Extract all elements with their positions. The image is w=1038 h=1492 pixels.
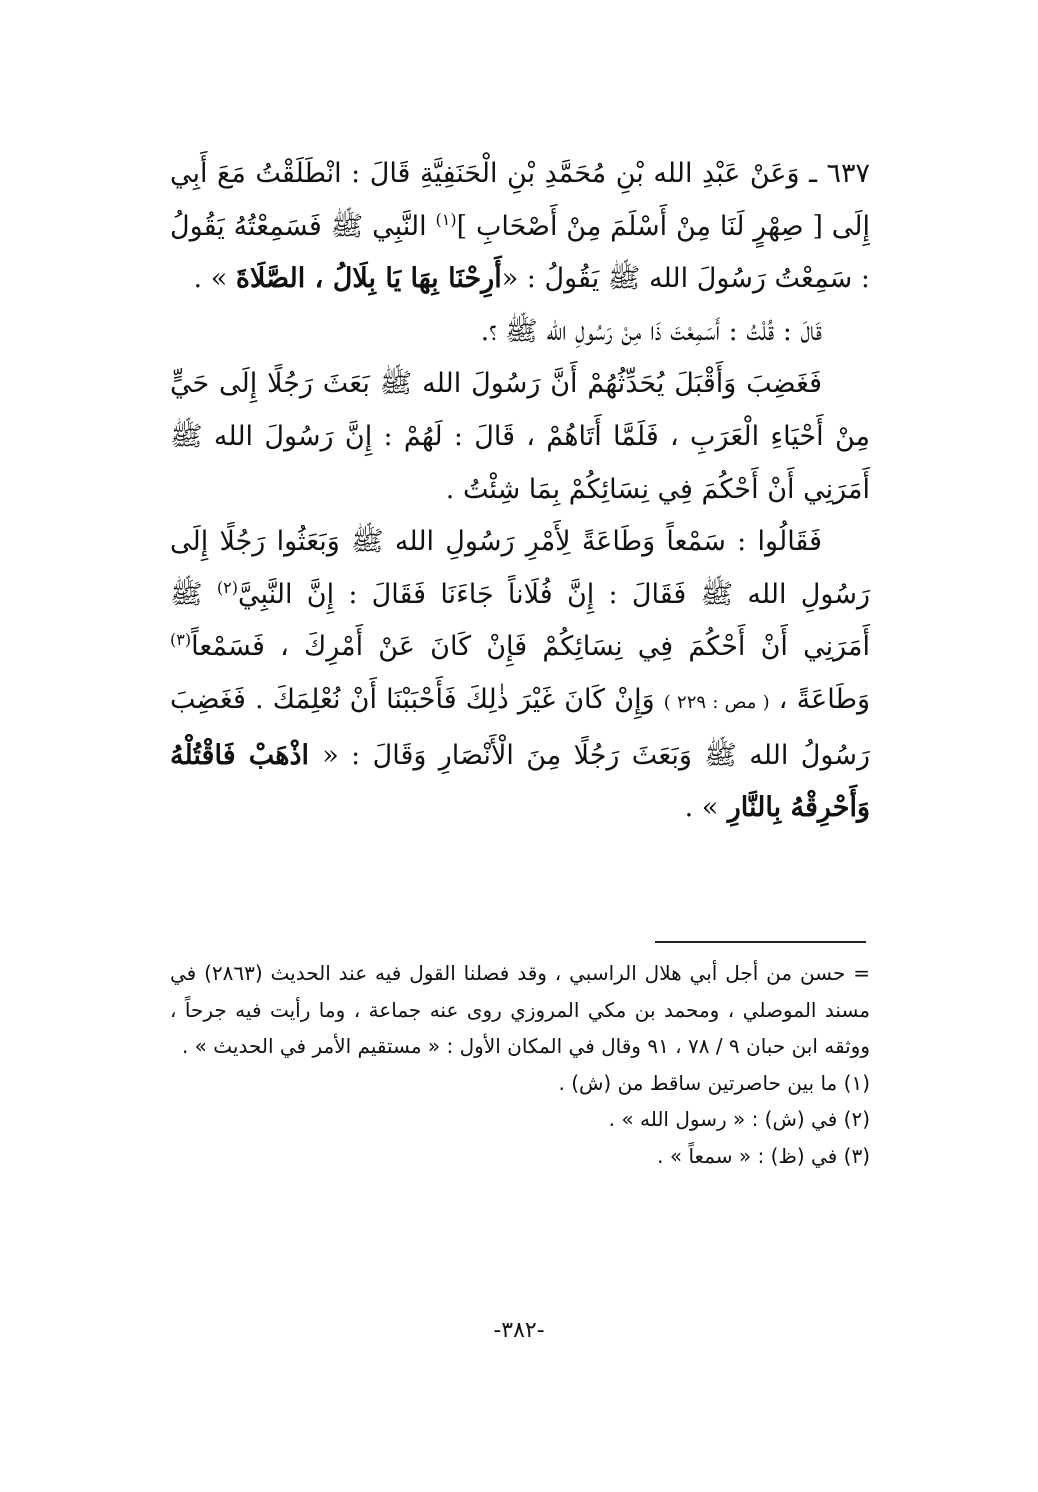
footnote-1: (١) ما بين حاصرتين ساقط من (ش) . xyxy=(558,1070,870,1095)
text-segment: فَقَالُوا : سَمْعاً وَطَاعَةً لِأَمْرِ رَسُولِ الله ﷺ وَبَعَثُوا رَجُلًا إِلَى رَسُولِ الله ﷺ فَقَالَ : إِنَّ فُلَاناً جَاءَنَا فَقَالَ : إِنَّ النَّبِيَّ xyxy=(170,526,871,610)
footnote-divider xyxy=(655,941,866,943)
hadith-paragraph-2: قَالَ : قُلْتُ : أَسَمِعْتَ ذَا مِنْ رَسُولِ الله ﷺ ؟. xyxy=(480,315,822,347)
hadith-paragraph-4 xyxy=(170,516,870,835)
text-segment: ٦٣٧ ـ وَعَنْ عَبْدِ الله بْنِ مُحَمَّدِ بْنِ الْحَنَفِيَّةِ قَالَ : انْطَلَقْتُ مَعَ أَبِي إِلَى [ صِهْرٍ لَنَا مِنْ أَسْلَمَ مِنْ أَصْحَابِ ] xyxy=(170,158,870,242)
footnote-continuation: = حسن من أجل أبي هلال الراسبي ، وقد فصلنا القول فيه عند الحديث (٢٨٦٣) في مسند الموصلي ، ومحمد بن مكي المروزي روى عنه جماعة ، وما رأيت فيه جرحاً ، ووثقه ابن حبان ٩ / ٧٨ ، ٩١ وقال في المكان الأول : « مستقيم الأمر في الحديث » . xyxy=(170,961,871,1058)
text-segment: وَإِنْ كَانَ غَيْرَ ذٰلِكَ فَأَحْبَبْنَا أَنْ نُعْلِمَكَ . فَغَضِبَ رَسُولُ الله ﷺ وَبَعَثَ رَجُلًا مِنَ الْأَنْصَارِ وَقَالَ : « xyxy=(170,683,870,771)
text-segment: ﷺ أَمَرَنِي أَنْ أَحْكُمَ فِي نِسَائِكُمْ فَإِنْ كَانَ عَنْ أَمْرِكَ ، فَسَمْعاً xyxy=(170,578,870,663)
footnote-2: (٢) في (ش) : « رسول الله » . xyxy=(608,1107,870,1131)
footnote-3: (٣) في (ظ) : « سمعاً » . xyxy=(657,1143,870,1168)
page-number: -٣٨٢- xyxy=(493,1318,545,1343)
manuscript-page-reference: ( مص : ٢٢٩ ) xyxy=(663,691,770,713)
text-segment: النَّبِي ﷺ فَسَمِعْتُهُ يَقُولُ : سَمِعْتُ رَسُولَ الله ﷺ يَقُولُ : « xyxy=(170,210,870,295)
hadith-text xyxy=(170,148,870,835)
text-segment: » . xyxy=(193,263,236,295)
footnotes xyxy=(170,955,870,1174)
prophetic-saying: اذْهَبْ فَاقْتُلْهُ وَأَحْرِقْهُ بِالنَّارِ xyxy=(170,739,870,824)
hadith-paragraph-3: فَغَضِبَ وَأَقْبَلَ يُحَدِّثُهُمْ أَنَّ رَسُولَ الله ﷺ بَعَثَ رَجُلًا إِلَى حَيٍّ مِنْ أَحْيَاءِ الْعَرَبِ ، فَلَمَّا أَتَاهُمْ ، قَالَ : لَهُمْ : إِنَّ رَسُولَ الله ﷺ أَمَرَنِي أَنْ أَحْكُمَ فِي نِسَائِكُمْ بِمَا شِئْتُ . xyxy=(170,368,870,505)
text-segment: وَطَاعَةً ، xyxy=(769,683,870,715)
footnote-ref-2: (٢) xyxy=(216,577,238,597)
prophetic-saying: أَرِحْنَا بِهَا يَا بِلَالُ ، الصَّلَاةَ xyxy=(235,263,502,295)
text-segment: » . xyxy=(684,792,719,824)
footnote-ref-3: (٣) xyxy=(170,630,192,650)
footnote-ref-1: (١) xyxy=(435,209,457,229)
hadith-paragraph-1 xyxy=(170,148,870,306)
